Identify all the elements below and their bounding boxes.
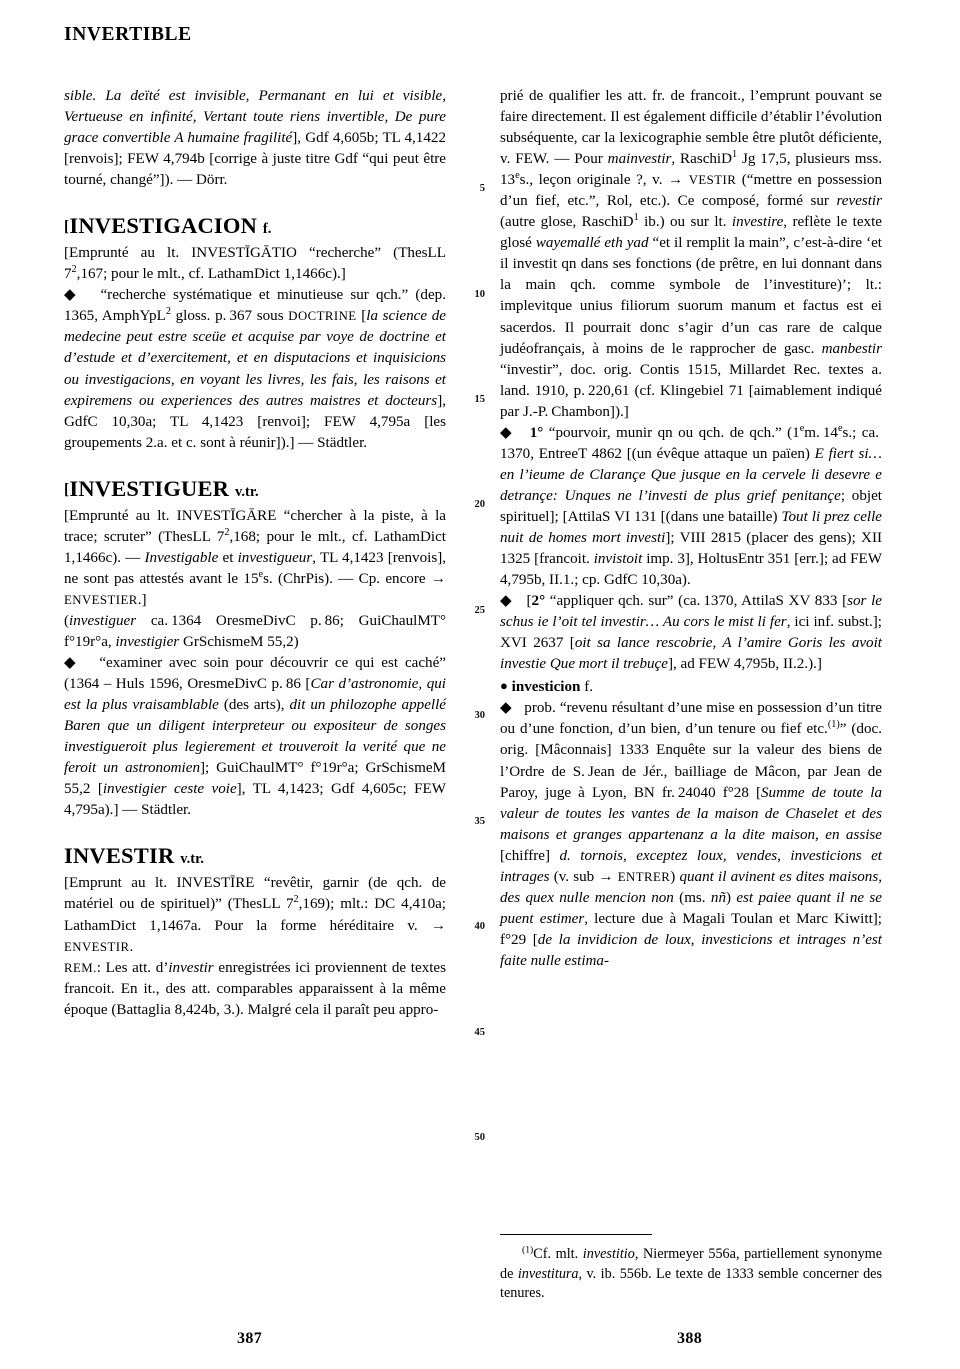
headword-investiguer bbox=[64, 475, 446, 506]
line-number: 30 bbox=[474, 710, 485, 721]
part-of-speech: v.tr. bbox=[234, 483, 259, 500]
subentry-sense: ◆ prob. “revenu résultant d’une mise en possession d’un titre ou d’une fonction, d’un bien, d’un tenure ou fief etc.$^{(1)}$” (doc. orig. [Mâconnais] 1333 Enquête sur la valeur des biens de l’Ordre de S. Jean de Jér., bailliage de Mâcon, par Jean de Paroy, juge à Lyon, BN fr. 24040 f°28 [Summe de toute la valeur de toutes les vantes de la maison de Chaselet et des maisons et granges appartenanz a la dite maison, en assise [chiffre] d. tornois, exceptez loux, vendes, investicions et intrages (v. sub → ENTRER) quant il avinent es dites maisons, des quex nulle mencion non (ms. nñ) est paiee quant il ne se puent estimer, lecture due à Magali Toulan et Marc Kiwitt]; f°29 [de la invidicion de loux, investicions et intrages n’est faite nulle estima- bbox=[500, 700, 882, 969]
right-column bbox=[500, 86, 882, 972]
line-number: 5 bbox=[479, 183, 485, 194]
spacer bbox=[64, 454, 446, 475]
running-head: INVERTIBLE bbox=[64, 24, 192, 45]
spacer bbox=[64, 821, 446, 842]
sense-1-investir: ◆ 1° “pourvoir, munir qn ou qch. de qch.” (1em. 14es.; ca. 1370, EntreeT 4862 [(un évêque attaque un païen) E fiert si… en l’ieume de Clarançe Que jusque en la cervele li desevre e detrançe: Unques ne l’investi de plus grief penitançe; objet spirituel]; [AttilaS VI 131 [(dans une bataille) Tout li prez celle nuit de homes mort investi]; VIII 2815 (placer des gens); XII 1325 [francoit. invistoit imp. 3], HoltusEntr 351 [err.]; ad FEW 4,795b, II.1.; cp. GdfC 10,30a). bbox=[500, 422, 882, 589]
subentry-investicion bbox=[500, 675, 882, 698]
footnote-separator-rule bbox=[500, 1234, 652, 1235]
subentry-pos: f. bbox=[584, 679, 593, 696]
folio-right: 388 bbox=[677, 1330, 703, 1347]
spacer bbox=[64, 191, 446, 212]
line-number: 10 bbox=[474, 289, 485, 300]
line-number: 40 bbox=[474, 921, 485, 932]
headword-investigacion bbox=[64, 212, 446, 243]
remark-continued: prié de qualifier les att. fr. de francoit., l’emprunt pouvant se faire directement. Il est également difficile d’établir l’évolution subséquente, car la lexicographie semble être plutôt déficiente, v. FEW. — Pour mainvestir, RaschiD$^1$ Jg 17,5, plusieurs mss. 13es., leçon originale ?, v. → VESTIR (“mettre en possession d’un fief, etc.”, Rol, etc.). Ce composé, formé sur revestir (autre glose, RaschiD$^1$ ib.) ou sur lt. investire, reflète le texte glosé wayemallé eth yad “et il remplit la main”, c’est-à-dire ‘et il investit qn dans ses fonctions (de prêtre, en lui donnant dans la main qch. comme symbole de l’investiture)’; lt.: implevitque unius filiorum suorum manum et factus est ei sacerdos. Il pourrait donc s’agir d’un cas rare de calque judéofrançais, à moins de le rapprocher de gasc. manbestir “investir”, doc. orig. Contis 1515, Millardet Rec. textes a. land. 1910, p. 220,61 (cf. Klingebiel 71 [aimablement indiqué par J.-P. Chambon]).] bbox=[500, 88, 882, 420]
line-number-gutter bbox=[455, 0, 489, 1369]
etymology-investigacion: [Emprunté au lt. INVESTĪGĀTIO “recherche” (ThesLL $7^2,167$; pour le mlt., cf. LathamDict 1,1466c).] bbox=[64, 245, 446, 283]
subentry-label: investicion bbox=[511, 679, 581, 696]
headword-open-bracket: [ bbox=[64, 480, 70, 498]
line-number: 35 bbox=[474, 816, 485, 827]
headword-text: INVESTIR bbox=[64, 843, 175, 869]
headword-investir bbox=[64, 842, 446, 873]
folio-left: 387 bbox=[237, 1330, 263, 1347]
filled-circle-icon: ● bbox=[500, 678, 508, 694]
line-number: 50 bbox=[474, 1132, 485, 1143]
remark-investir: REM.: Les att. d’investir enregistrées ici proviennent de textes francoit. En it., des att. comparables apparaissent à la même époque (Battaglia 8,424b, 3.). Malgré cela il paraît peu appro- bbox=[64, 959, 447, 1018]
headword-text: INVESTIGUER bbox=[69, 475, 230, 501]
part-of-speech: f. bbox=[262, 221, 272, 238]
etymology-investir: [Emprunt au lt. INVESTĪRE “revêtir, garnir (de qch. de matériel ou de spirituel)” (ThesLL $7^2,169$); mlt.: DC 4,410a; LathamDict 1,1467a. Pour la forme héréditaire v. → ENVESTIR. bbox=[64, 875, 447, 955]
line-number: 15 bbox=[474, 394, 485, 405]
etymology-investiguer: [Emprunté au lt. INVESTĪGĀRE “chercher à la piste, à la trace; scruter” (ThesLL $7^2,168$; pour le mlt., cf. LathamDict 1,1466c). — Investigable et investigueur, TL 4,1423 [renvois], ne sont pas attestés avant le 15es. (ChrPis). — Cp. encore → ENVESTIER.] bbox=[64, 507, 447, 608]
sense-investigacion: ◆ “recherche systématique et minutieuse sur qch.” (dep. 1365, AmphYpL$^2$ gloss. p. 367 sous DOCTRINE [la science de medecine peut estre sceüe et acquise par voye de doctrine et d’estude et d’exercitement, et en disputacions et inquisicions ou investigacions, en voyant les livres, les fais, les raisons et expiremens ou experiences des autres maistres et docteurs], GdfC 10,30a; TL 4,1423 [renvoi]; FEW 4,795a [les groupements 2.a. et c. sont à réunir]).] — Städtler. bbox=[64, 287, 446, 451]
left-column bbox=[64, 86, 446, 1021]
footnote-text: $^{(1)}$Cf. mlt. investitio, Niermeyer 556a, partiellement synonyme de investitura, v. ib. 556b. Le texte de 1333 semble concerner des tenures. bbox=[500, 1244, 882, 1302]
part-of-speech: v.tr. bbox=[180, 851, 204, 868]
footnote-block bbox=[500, 1245, 882, 1304]
headword-text: INVESTIGACION bbox=[69, 213, 258, 239]
line-number: 45 bbox=[474, 1027, 485, 1038]
line-number: 25 bbox=[474, 605, 485, 616]
line-number: 20 bbox=[474, 499, 485, 510]
continued-entry-paragraph: sible. La deïté est invisible, Permanant en lui et visible, Vertueuse en infinité, Vertant toute riens invertible, De pure grace convertible A humaine fragilité], Gdf 4,605b; TL 4,1422 [renvois]; FEW 4,794b [corrige à juste titre Gdf “qui peut être tourné, changé”]). — Dörr. bbox=[64, 88, 446, 189]
forms-investiguer: (investiguer ca. 1364 OresmeDivC p. 86; GuiChaulMT° f°19r°a, investigier GrSchismeM 55,2) bbox=[64, 612, 446, 650]
sense-investiguer: ◆ “examiner avec soin pour découvrir ce qui est caché” (1364 – Huls 1596, OresmeDivC p. 86 [Car d’astronomie, qui est la plus vraisamblable (des arts), dit un philozophe appellé Baren que un diligent interpreteur ou expositeur de songes investigueroit plus legierement et trouveroit la verité que ne feroit un astronomien]; GuiChaulMT° f°19r°a; GrSchismeM 55,2 [investigier ceste voie], TL 4,1423; Gdf 4,605c; FEW 4,795a).] — Städtler. bbox=[64, 655, 446, 819]
headword-open-bracket: [ bbox=[64, 218, 70, 236]
sense-2-investir: ◆ [2° “appliquer qch. sur” (ca. 1370, AttilaS XV 833 [sor le schus ie l’oit tel investir… Au cors le mist li fer, ici inf. subst.]; XVI 2637 [oit sa lance rescobrie, A l’amire Goris les avoit investie Que mort il trebuçe], ad FEW 4,795b, II.2.).] bbox=[500, 593, 882, 673]
